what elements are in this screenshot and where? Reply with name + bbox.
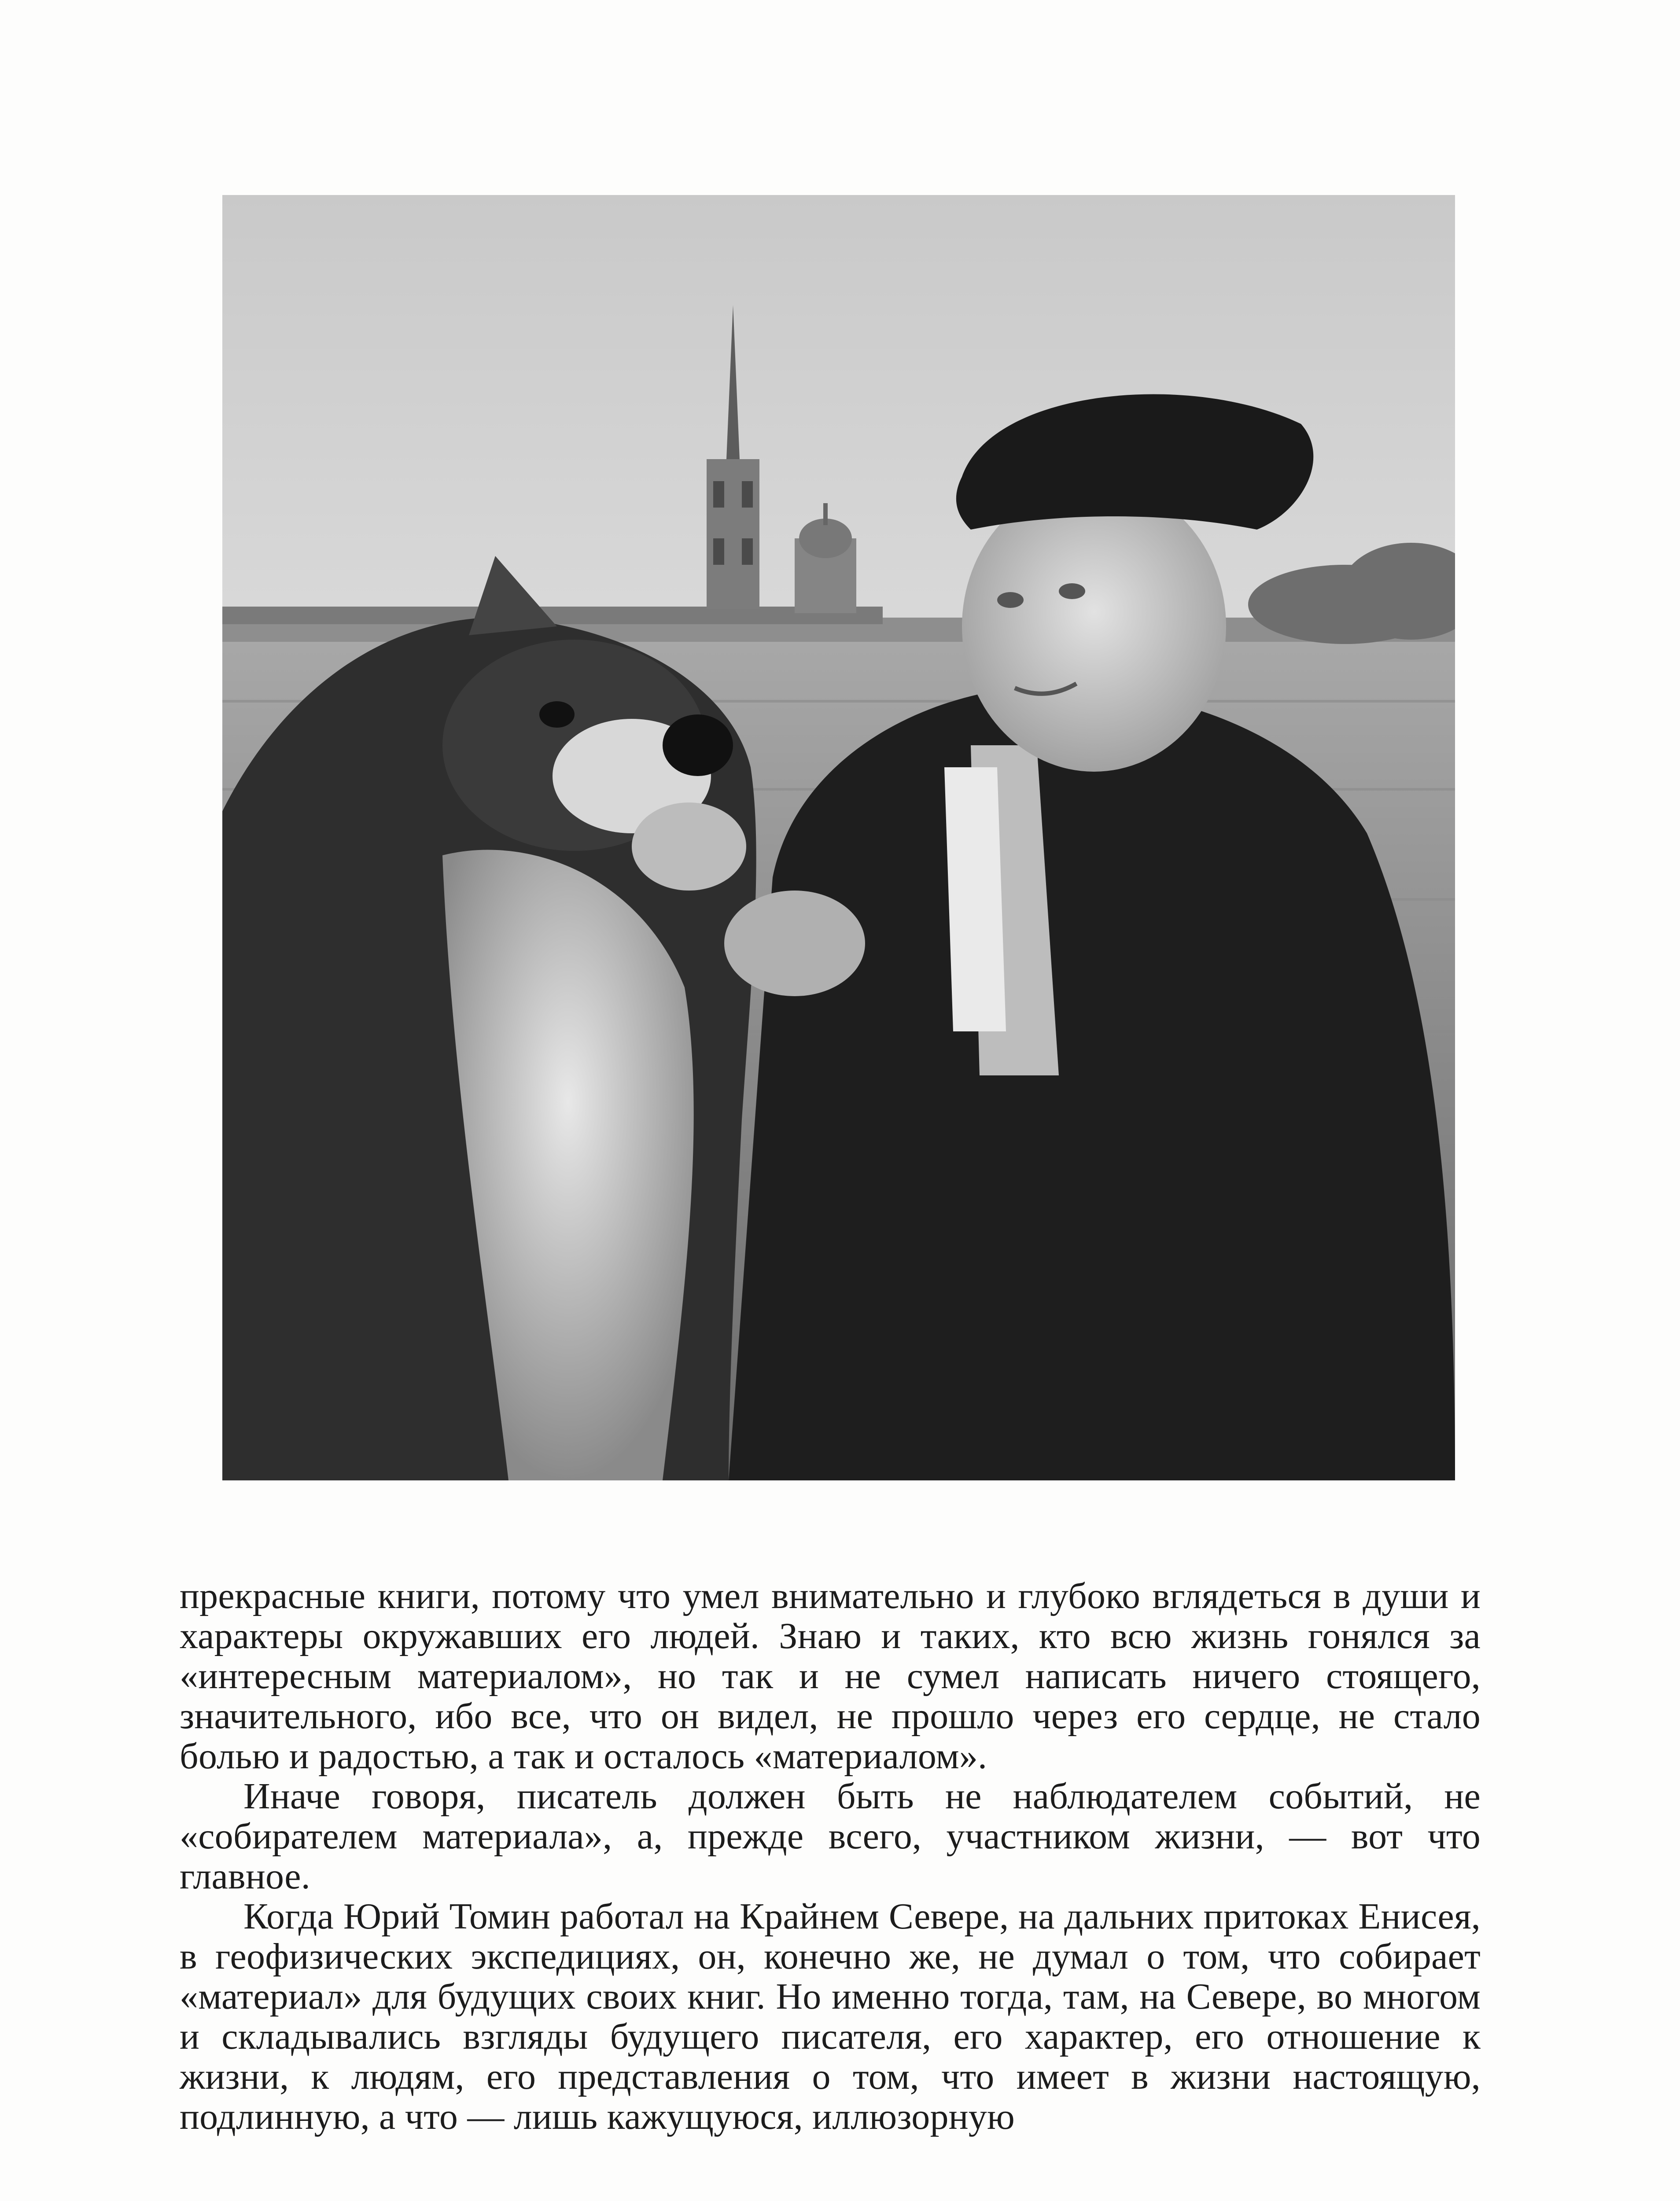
body-text bbox=[180, 1576, 1481, 2137]
paragraph-3: Когда Юрий Томин работал на Крайнем Севере, на дальних притоках Енисея, в геофизических экспедициях, он, конечно же, не думал о том, что собирает «материал» для будущих своих книг. Но именно тогда, там, на Севере, во многом и складывались взгляды будущего писателя, его характер, его отношение к жизни, к людям, его представления о том, что имеет в жизни настоящую, подлинную, а что — лишь кажущуюся, иллюзорную bbox=[180, 1896, 1481, 2137]
photo-man-with-dog bbox=[222, 195, 1455, 1480]
paragraph-1: прекрасные книги, потому что умел внимательно и глубоко вглядеться в души и характеры окружавших его людей. Знаю и таких, кто всю жизнь гонялся за «интересным материалом», но так и не сумел написать ничего стоящего, значительного, ибо все, что он видел, не прошло через его сердце, не стало болью и радостью, а так и осталось «материалом». bbox=[180, 1575, 1481, 1777]
paragraph-2: Иначе говоря, писатель должен быть не наблюдателем событий, не «собирателем материала», а, прежде всего, участником жизни, — вот что главное. bbox=[180, 1776, 1481, 1897]
photo-illustration bbox=[222, 195, 1455, 1480]
